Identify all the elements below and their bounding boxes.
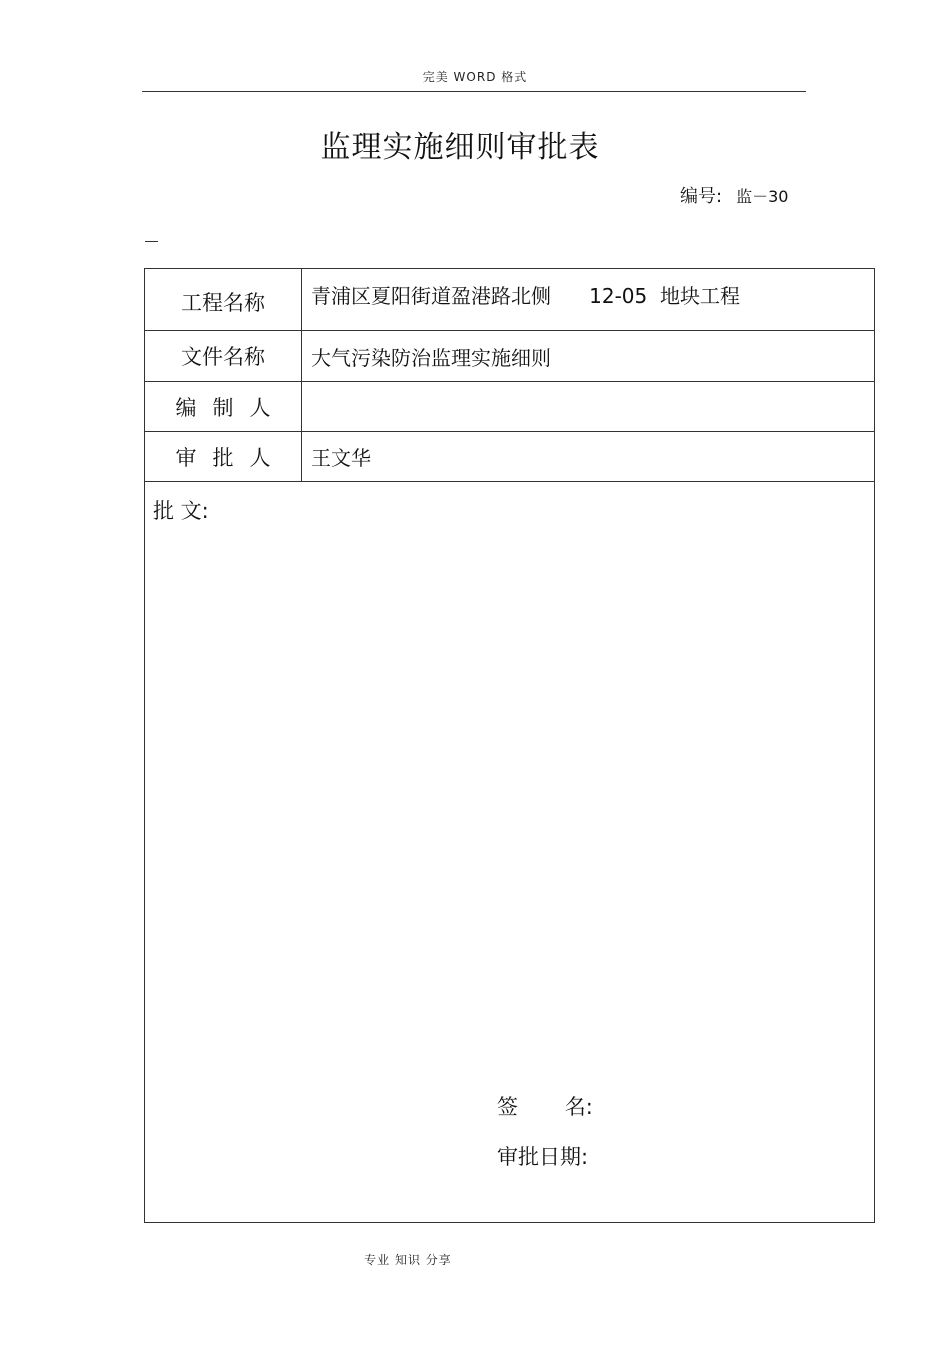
file-name-value: 大气污染防治监理实施细则 <box>311 345 551 370</box>
signature-label: 签 名: <box>497 1095 593 1119</box>
document-title: 监理实施细则审批表 <box>320 130 600 165</box>
header-rule <box>142 91 806 92</box>
file-name-label: 文件名称 <box>145 331 302 381</box>
approval-text-label: 批 文: <box>153 499 209 523</box>
form-row-project-name <box>145 269 874 331</box>
serial-label: 编号: <box>680 186 723 207</box>
approver-label: 审批人 <box>145 432 302 481</box>
form-row-file-name <box>145 331 874 382</box>
form-row-compiler <box>145 382 874 432</box>
approval-date-label: 审批日期: <box>497 1145 589 1169</box>
approval-form-table <box>144 268 875 1223</box>
form-row-approver <box>145 432 874 482</box>
stray-dash <box>145 241 158 242</box>
project-name-label: 工程名称 <box>145 269 302 330</box>
serial-number <box>680 182 788 208</box>
project-name-value: 青浦区夏阳街道盈港路北侧 12-05 地块工程 <box>311 284 740 308</box>
serial-value: 监－30 <box>736 187 789 206</box>
page-header: 完美 WORD 格式 <box>422 70 528 84</box>
page-footer: 专业 知识 分享 <box>364 1253 452 1267</box>
compiler-label: 编制人 <box>145 382 302 431</box>
approver-value: 王文华 <box>311 446 371 470</box>
